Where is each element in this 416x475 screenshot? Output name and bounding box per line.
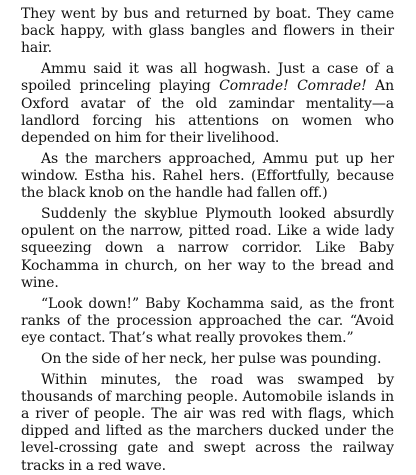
paragraph-4-text: Suddenly the skyblue Plymouth looked absurdly opulent on the narrow, pitted road. Like a wide lady squeezing down a narrow corridor. Like Baby Kochamma in church, on her way to the bread and wine. bbox=[21, 206, 394, 291]
paragraph-2-italic-phrase: Comrade! Comrade! bbox=[219, 78, 367, 95]
paragraph-5-text: “Look down!” Baby Kochamma said, as the front ranks of the procession approached the car. “Avoid eye contact. That’s what really provokes them.” bbox=[21, 295, 394, 347]
paragraph-6-text: On the side of her neck, her pulse was pounding. bbox=[41, 350, 382, 367]
paragraph-7-text: Within minutes, the road was swamped by thousands of marching people. Automobile islands in a river of people. The air was red with flags, which dipped and lifted as the marchers ducked under the level-crossing gate and swept across the railway tracks in a red wave. bbox=[21, 371, 394, 474]
paragraph-3-text: As the marchers approached, Ammu put up her window. Estha his. Rahel hers. (Effortfully, because the black knob on the handle had fallen off.) bbox=[21, 150, 394, 202]
paragraph-5 bbox=[21, 296, 394, 348]
paragraph-2-text-end: An Oxford avatar of the old zamindar mentality—a landlord forcing his attentions on women who depended on him for their livelihood. bbox=[21, 78, 394, 147]
paragraph-6 bbox=[21, 351, 394, 368]
paragraph-3 bbox=[21, 151, 394, 203]
paragraph-1-text: They went by bus and returned by boat. They came back happy, with glass bangles and flowers in their hair. bbox=[21, 6, 394, 57]
paragraph-4 bbox=[21, 206, 394, 292]
paragraph-2 bbox=[21, 61, 394, 147]
paragraph-7 bbox=[21, 372, 394, 475]
paragraph-2-text-start: Ammu said it was all hogwash. Just a case of a spoiled princeling playing bbox=[21, 61, 394, 95]
paragraph-1 bbox=[21, 6, 394, 58]
